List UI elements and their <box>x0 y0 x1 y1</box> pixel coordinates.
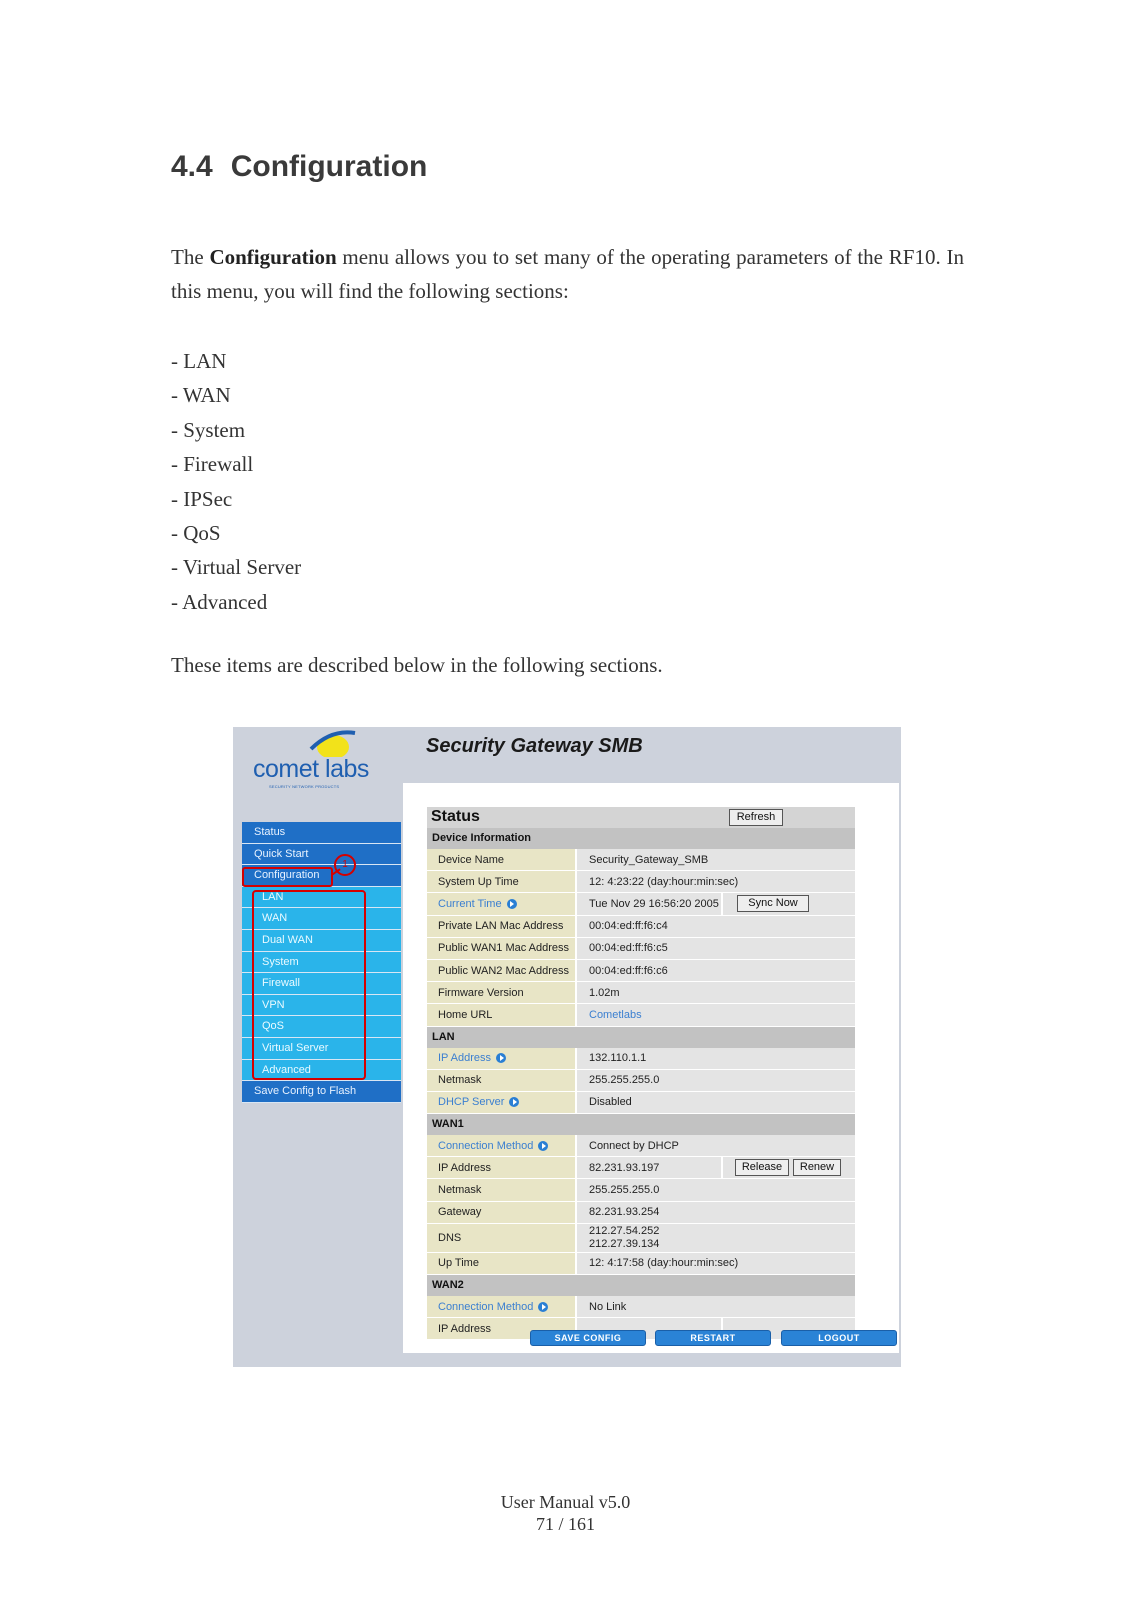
table-row <box>427 960 855 982</box>
footer-page-number: 71 / 161 <box>535 1514 595 1534</box>
dns-secondary: 212.27.39.134 <box>589 1237 660 1250</box>
status-panel <box>427 807 855 1340</box>
row-value: 12: 4:23:22 (day:hour:min:sec) <box>577 871 855 892</box>
dhcp-server-link[interactable] <box>427 1092 577 1113</box>
table-row <box>427 916 855 938</box>
sidebar-item-advanced[interactable]: Advanced <box>242 1060 401 1082</box>
sidebar-item-save-config[interactable]: Save Config to Flash <box>242 1081 401 1103</box>
home-url-link[interactable]: Cometlabs <box>577 1004 855 1025</box>
row-label: System Up Time <box>427 871 577 892</box>
row-value <box>577 893 855 914</box>
row-value: 255.255.255.0 <box>577 1179 855 1200</box>
logo-subtitle: SECURITY NETWORK PRODUCTS <box>269 784 340 789</box>
row-label: IP Address <box>427 1318 577 1339</box>
lan-header: LAN <box>427 1027 855 1048</box>
cell-divider <box>721 893 723 914</box>
row-label: Public WAN2 Mac Address <box>427 960 577 981</box>
comet-labs-logo <box>253 731 383 791</box>
row-label: DNS <box>427 1224 577 1252</box>
section-list-item: - Virtual Server <box>171 555 302 580</box>
dns-primary: 212.27.54.252 <box>589 1224 660 1237</box>
logo-text: comet labs <box>253 755 369 783</box>
row-label: IP Address <box>438 1052 491 1065</box>
sidebar-item-configuration[interactable]: Configuration <box>242 865 401 887</box>
refresh-button[interactable]: Refresh <box>729 809 783 826</box>
renew-button[interactable]: Renew <box>793 1159 841 1176</box>
current-time-value: Tue Nov 29 16:56:20 2005 <box>589 897 719 910</box>
row-label: Gateway <box>427 1202 577 1223</box>
submenu-highlight-box <box>252 890 366 1080</box>
wan1-ip-value: 82.231.93.197 <box>589 1161 660 1174</box>
arrow-right-icon <box>507 899 517 909</box>
sidebar-item-status[interactable]: Status <box>242 822 401 844</box>
sidebar-item-virtual-server[interactable]: Virtual Server <box>242 1038 401 1060</box>
section-number: 4.4 <box>171 150 213 183</box>
table-row <box>427 1296 855 1318</box>
row-value: 00:04:ed:ff:f6:c4 <box>577 916 855 937</box>
row-value: No Link <box>577 1296 855 1317</box>
outro-paragraph: These items are described below in the following sections. <box>171 653 663 677</box>
section-list-item: - IPSec <box>171 486 233 511</box>
row-label: Public WAN1 Mac Address <box>427 938 577 959</box>
wan2-header: WAN2 <box>427 1275 855 1296</box>
device-info-header: Device Information <box>427 828 855 849</box>
table-row <box>427 982 855 1004</box>
intro-text-end: menu allows you to set many of the operating parameters of the RF10. In this menu, you will find the following sections: <box>171 245 964 303</box>
app-title: Security Gateway SMB <box>426 735 643 757</box>
section-heading <box>171 150 427 184</box>
row-label: Home URL <box>427 1004 577 1025</box>
arrow-right-icon <box>509 1097 519 1107</box>
table-row <box>427 1004 855 1026</box>
row-label: Connection Method <box>438 1300 534 1313</box>
section-list-item: - Firewall <box>171 452 254 477</box>
row-value: 1.02m <box>577 982 855 1003</box>
row-label: Netmask <box>427 1179 577 1200</box>
row-value: 00:04:ed:ff:f6:c5 <box>577 938 855 959</box>
table-row <box>427 1224 855 1253</box>
section-list-item: - Advanced <box>171 589 268 614</box>
section-list <box>171 344 301 619</box>
row-value: 255.255.255.0 <box>577 1070 855 1091</box>
intro-text-start: The <box>171 245 210 269</box>
section-list-item: - WAN <box>171 383 231 408</box>
status-title: Status <box>431 808 480 825</box>
row-value: 132.110.1.1 <box>577 1048 855 1069</box>
router-ui-screenshot <box>233 727 901 1367</box>
sidebar-item-vpn[interactable]: VPN <box>242 995 401 1017</box>
table-row <box>427 1135 855 1157</box>
current-time-link[interactable] <box>427 893 577 914</box>
table-row <box>427 1092 855 1114</box>
row-label: Netmask <box>427 1070 577 1091</box>
status-header <box>427 807 855 828</box>
row-label: Current Time <box>438 897 502 910</box>
row-label: IP Address <box>427 1157 577 1178</box>
logout-button[interactable]: LOGOUT <box>781 1330 897 1346</box>
sidebar-item-dual-wan[interactable]: Dual WAN <box>242 930 401 952</box>
sidebar-item-wan[interactable]: WAN <box>242 908 401 930</box>
table-row <box>427 871 855 893</box>
table-row <box>427 1253 855 1275</box>
arrow-right-icon <box>538 1302 548 1312</box>
row-label: DHCP Server <box>438 1096 505 1109</box>
restart-button[interactable]: RESTART <box>655 1330 771 1346</box>
table-row <box>427 1070 855 1092</box>
table-row <box>427 1179 855 1201</box>
table-row <box>427 938 855 960</box>
sidebar-item-qos[interactable]: QoS <box>242 1016 401 1038</box>
callout-badge: 1 <box>334 854 356 876</box>
section-title: Configuration <box>230 150 428 183</box>
wan2-connection-method-link[interactable] <box>427 1296 577 1317</box>
row-label: Device Name <box>427 849 577 870</box>
row-value: 12: 4:17:58 (day:hour:min:sec) <box>577 1253 855 1274</box>
arrow-right-icon <box>538 1141 548 1151</box>
table-row <box>427 1157 855 1179</box>
sidebar-item-firewall[interactable]: Firewall <box>242 973 401 995</box>
row-value: 82.231.93.254 <box>577 1202 855 1223</box>
row-value <box>577 1224 855 1252</box>
lan-ip-link[interactable] <box>427 1048 577 1069</box>
wan1-header: WAN1 <box>427 1114 855 1135</box>
row-value: Security_Gateway_SMB <box>577 849 855 870</box>
footer-title: User Manual v5.0 <box>500 1492 631 1512</box>
table-row <box>427 1202 855 1224</box>
intro-bold-term: Configuration <box>209 245 337 269</box>
row-label: Up Time <box>427 1253 577 1274</box>
sidebar-item-lan[interactable]: LAN <box>242 887 401 909</box>
table-row <box>427 1048 855 1070</box>
section-list-item: - System <box>171 417 246 442</box>
section-list-item: - LAN <box>171 349 227 373</box>
sidebar-item-system[interactable]: System <box>242 952 401 974</box>
section-list-item: - QoS <box>171 521 221 546</box>
intro-paragraph <box>171 240 964 308</box>
save-config-button[interactable]: SAVE CONFIG <box>530 1330 646 1346</box>
row-value: 00:04:ed:ff:f6:c6 <box>577 960 855 981</box>
row-value <box>577 1157 855 1178</box>
cell-divider <box>721 1157 723 1178</box>
table-row <box>427 849 855 871</box>
row-label: Connection Method <box>438 1139 534 1152</box>
sidebar-item-quick-start[interactable]: Quick Start <box>242 844 401 866</box>
row-label: Firmware Version <box>427 982 577 1003</box>
row-label: Private LAN Mac Address <box>427 916 577 937</box>
sync-now-button[interactable]: Sync Now <box>737 895 809 912</box>
row-value: Disabled <box>577 1092 855 1113</box>
configuration-highlight-box <box>242 867 333 887</box>
wan1-connection-method-link[interactable] <box>427 1135 577 1156</box>
release-button[interactable]: Release <box>735 1159 789 1176</box>
table-row <box>427 893 855 915</box>
row-value: Connect by DHCP <box>577 1135 855 1156</box>
comet-logo-icon <box>283 727 413 757</box>
arrow-right-icon <box>496 1053 506 1063</box>
